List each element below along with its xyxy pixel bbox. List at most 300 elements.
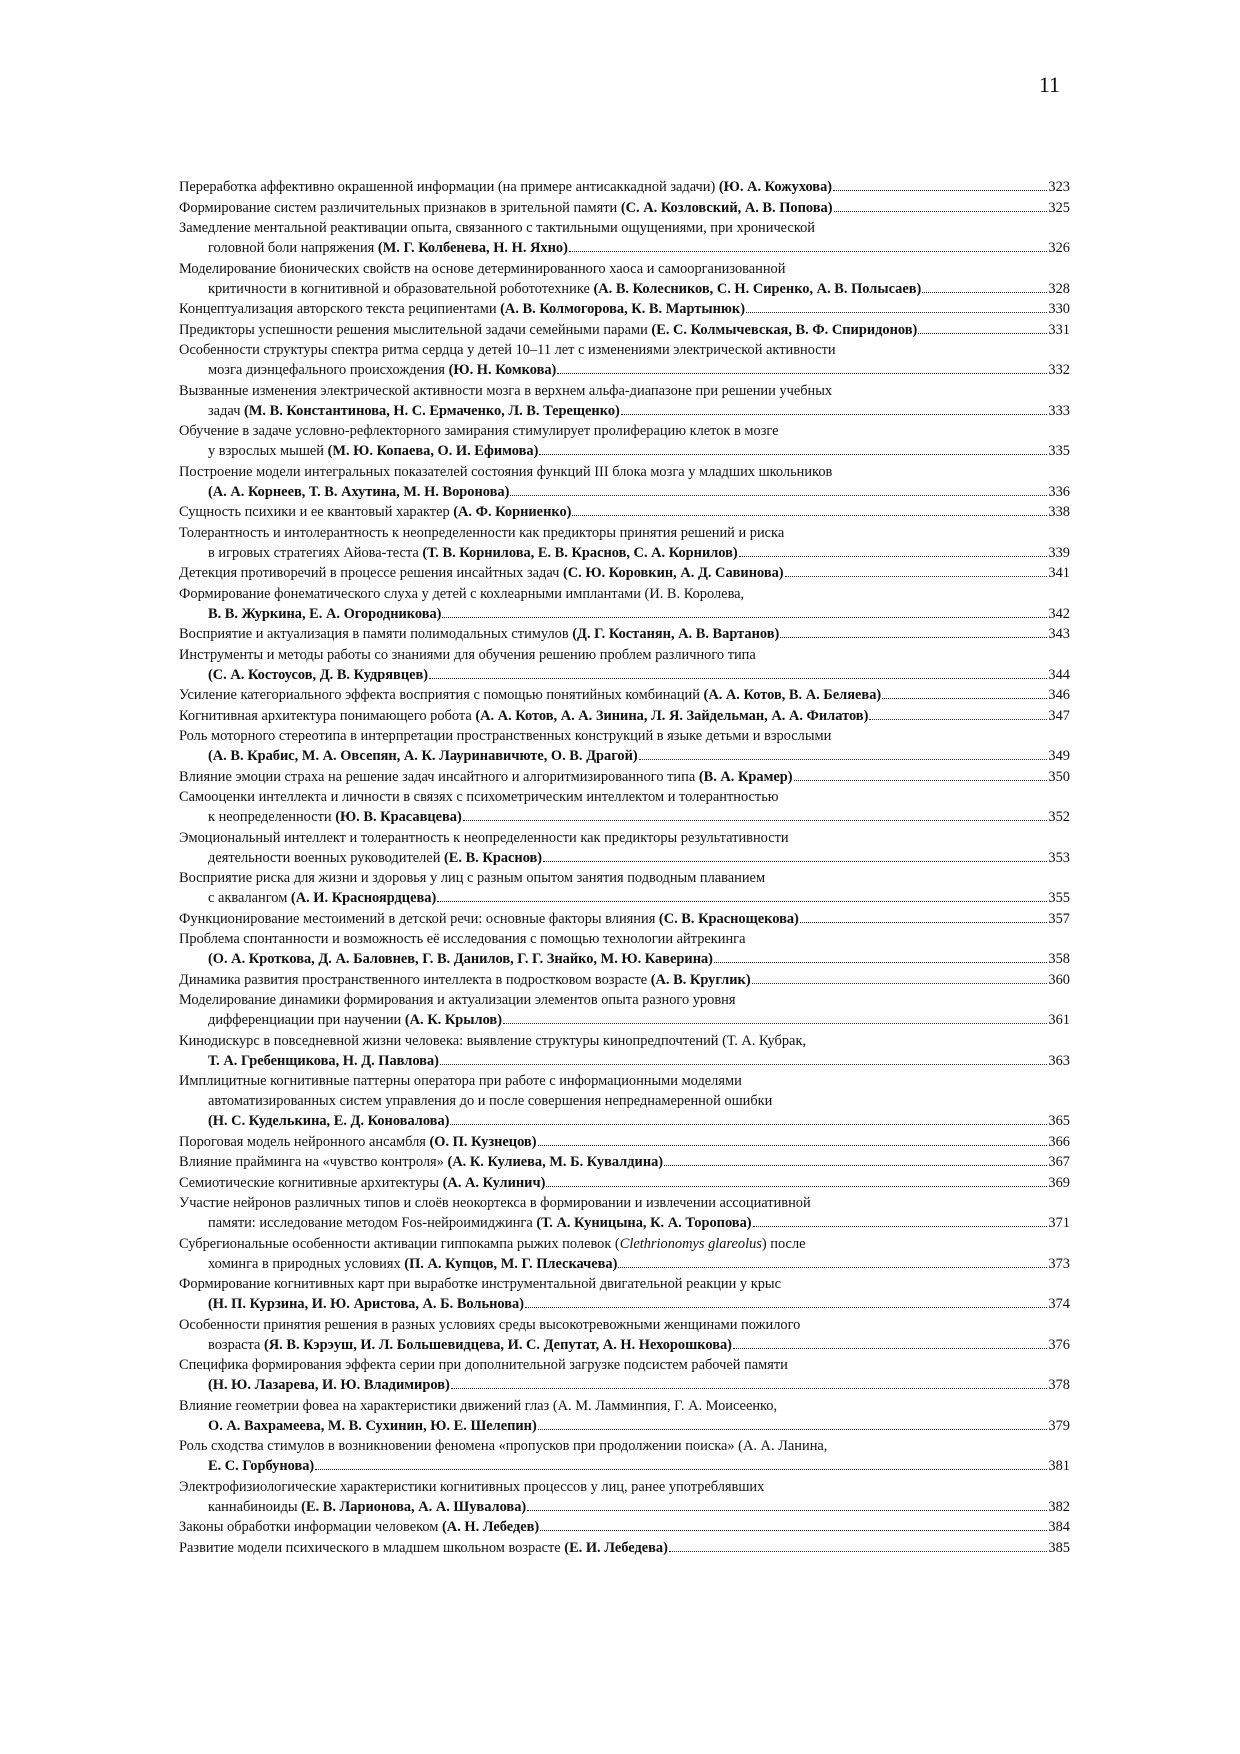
toc-entry-authors: (О. П. Кузнецов) [429, 1133, 537, 1150]
toc-entry-text [179, 685, 881, 705]
toc-entry-last-line [179, 970, 1070, 990]
toc-entry [179, 726, 1070, 766]
toc-entry-last-line [179, 767, 1070, 787]
toc-entry [179, 1193, 1070, 1233]
toc-entry-text [179, 1538, 668, 1558]
toc-entry-text [208, 848, 542, 868]
toc-entry-page: 342 [1048, 605, 1070, 622]
toc-entry-authors: Т. А. Гребенщикова, Н. Д. Павлова) [208, 1052, 439, 1069]
toc-entry-authors: (Н. П. Курзина, И. Ю. Аристова, А. Б. Вольнова) [208, 1296, 524, 1312]
toc-entry [179, 320, 1070, 340]
toc-entry-authors: (Ю. А. Кожухова) [718, 179, 833, 195]
toc-entry-title: Когнитивная архитектура понимающего робота [179, 707, 476, 724]
page-number: 11 [1038, 72, 1060, 97]
toc-entry-title-line: Влияние геометрии фовеа на характеристики движений глаз (А. М. Ламминпия, Г. А. Моисеенко, [179, 1397, 778, 1414]
toc-entry-last-line [179, 1173, 1070, 1193]
toc-entry-title: Функционирование местоимений в детской речи: основные факторы влияния [179, 910, 659, 927]
toc-entry-last-line [179, 543, 1070, 563]
dot-leader [733, 1348, 1047, 1349]
toc-entry-text [208, 1254, 617, 1274]
toc-entry [179, 1234, 1070, 1274]
toc-entry-title: Семиотические когнитивные архитектуры [179, 1174, 443, 1191]
toc-entry [179, 685, 1070, 705]
toc-entry-authors: (Д. Г. Костанян, А. В. Вартанов) [572, 626, 780, 642]
toc-entry-authors: (А. Н. Лебедев) [442, 1519, 540, 1535]
toc-entry-page: 378 [1048, 1377, 1070, 1393]
toc-entry-title-line: Участие нейронов различных типов и слоёв неокортекса в формировании и извлечении ассоциативной [179, 1195, 811, 1211]
toc-entry-authors: Е. С. Горбунова) [208, 1458, 315, 1474]
toc-entry-authors: (М. Г. Колбенева, Н. Н. Яхно) [377, 240, 568, 256]
toc-entry-last-line [179, 279, 1070, 299]
toc-entry-text [208, 1335, 732, 1355]
toc-entry-authors: (Я. В. Кэрэуш, И. Л. Большевидцева, И. С. Депутат, А. Н. Нехорошкова) [264, 1336, 732, 1353]
toc-entry-last-line [179, 320, 1070, 340]
toc-entry-text [179, 767, 793, 787]
dot-leader [538, 1429, 1048, 1430]
toc-entry-text [179, 1517, 539, 1537]
toc-entry-title: Детекция противоречий в процессе решения инсайтных задач [179, 565, 563, 581]
dot-leader [543, 861, 1047, 862]
toc-entry-title-line: Формирование когнитивных карт при выработке инструментальной двигательной реакции у крыс [179, 1276, 781, 1292]
dot-leader [918, 333, 1047, 334]
toc-entry-page: 333 [1048, 402, 1070, 419]
dot-leader [525, 1307, 1047, 1308]
toc-entry-title: Предикторы успешности решения мыслительной задачи семейными парами [179, 321, 652, 338]
toc-entry-title-line: Особенности структуры спектра ритма сердца у детей 10–11 лет с изменениями электрической активности [179, 342, 836, 358]
toc-entry-authors: (Е. В. Краснов) [444, 849, 543, 866]
toc-entry-text [208, 279, 921, 299]
toc-entry-last-line [179, 1335, 1070, 1355]
toc-entry-text [208, 1416, 537, 1436]
toc-entry-last-line [179, 299, 1070, 319]
toc-entry-authors: (А. А. Котов, В. А. Беляева) [703, 687, 882, 703]
toc-entry-authors: (С. В. Краснощекова) [658, 910, 799, 927]
toc-entry-title: дифференциации при научении [208, 1012, 405, 1028]
toc-entry-last-line [179, 1152, 1070, 1172]
toc-entry [179, 198, 1070, 218]
toc-entry-title-line: Роль сходства стимулов в возникновении феномена «пропусков при продолжении поиска» (А. А. Ланина, [179, 1438, 828, 1454]
toc-entry [179, 523, 1070, 563]
dot-leader [510, 495, 1047, 496]
toc-entry-title: Влияние эмоции страха на решение задач инсайтного и алгоритмизированного типа [179, 768, 699, 785]
dot-leader [753, 1226, 1048, 1227]
dot-leader [780, 637, 1047, 638]
toc-entry-page: 366 [1048, 1133, 1070, 1150]
dot-leader [538, 1145, 1048, 1146]
toc-entry-text [208, 482, 509, 502]
toc-entry [179, 462, 1070, 502]
toc-entry [179, 584, 1070, 624]
toc-entry-last-line [179, 1538, 1070, 1558]
dot-leader [429, 678, 1047, 679]
toc-entry-last-line [179, 502, 1070, 522]
toc-entry-page: 326 [1048, 240, 1070, 256]
toc-entry [179, 1031, 1070, 1071]
dot-leader [569, 251, 1048, 252]
toc-entry-last-line [179, 848, 1070, 868]
toc-entry-title-line: Моделирование динамики формирования и актуализации элементов опыта разного уровня [179, 992, 736, 1008]
toc-entry-text [208, 441, 538, 461]
toc-entry-last-line [179, 482, 1070, 502]
toc-entry-authors: О. А. Вахрамеева, М. В. Сухинин, Ю. Е. Шелепин) [208, 1417, 537, 1434]
toc-entry-authors: (М. Ю. Копаева, О. И. Ефимова) [327, 443, 539, 459]
toc-entry-text [208, 1375, 450, 1395]
toc-entry-last-line [179, 177, 1070, 197]
toc-entry [179, 909, 1070, 929]
toc-entry-authors: (А. В. Колмогорова, К. В. Мартынюк) [500, 301, 745, 317]
dot-leader [833, 190, 1047, 191]
toc-entry-page: 335 [1048, 443, 1070, 459]
toc-entry-text [208, 949, 713, 969]
toc-entry-title: Восприятие и актуализация в памяти полимодальных стимулов [179, 626, 573, 642]
toc-entry-title: задач [208, 402, 245, 419]
toc-entry-page: 361 [1048, 1012, 1070, 1028]
dot-leader [315, 1469, 1047, 1470]
toc-entry-page: 360 [1048, 971, 1070, 988]
toc-entry-text [208, 1456, 314, 1476]
toc-entry-title: Усиление категориального эффекта восприятия с помощью понятийных комбинаций [179, 687, 704, 703]
toc-entry-title: с аквалангом [208, 890, 291, 906]
toc-entry-last-line [179, 401, 1070, 421]
toc-entry [179, 1436, 1070, 1476]
toc-entry-authors: (С. Ю. Коровкин, А. Д. Савинова) [563, 565, 784, 581]
toc-entry-authors: (Ю. Н. Комкова) [448, 362, 557, 378]
toc-entry [179, 1274, 1070, 1314]
dot-leader [618, 1267, 1047, 1268]
toc-entry-authors: (Н. Ю. Лазарева, И. Ю. Владимиров) [208, 1377, 450, 1393]
toc-entry-page: 349 [1048, 748, 1070, 764]
toc-entry [179, 1152, 1070, 1172]
toc-entry-page: 346 [1048, 687, 1070, 703]
toc-entry-title-line: автоматизированных систем управления до и после совершения непреднамеренной ошибки [208, 1093, 773, 1109]
toc-entry-title: каннабиноиды [208, 1498, 302, 1515]
dot-leader [664, 1165, 1047, 1166]
toc-entry [179, 1517, 1070, 1537]
toc-entry-authors: (Т. А. Куницына, К. А. Торопова) [536, 1215, 752, 1231]
dot-leader [527, 1510, 1047, 1511]
toc-entry [179, 1071, 1070, 1131]
toc-entry-title: к неопределенности [208, 809, 336, 825]
dot-leader [639, 759, 1048, 760]
toc-entry [179, 767, 1070, 787]
dot-leader [752, 983, 1048, 984]
toc-entry-page: 371 [1048, 1215, 1070, 1231]
dot-leader [922, 292, 1047, 293]
toc-entry-page: 338 [1048, 504, 1070, 520]
toc-entry-page: 374 [1048, 1296, 1070, 1312]
toc-entry-page: 384 [1048, 1519, 1070, 1535]
toc-entry-last-line [179, 360, 1070, 380]
dot-leader [546, 1186, 1047, 1187]
toc-entry-last-line [179, 746, 1070, 766]
dot-leader [746, 312, 1047, 313]
dot-leader [557, 373, 1047, 374]
toc-entry-page: 331 [1048, 321, 1070, 338]
toc-entry-authors: (О. А. Кроткова, Д. А. Баловнев, Г. В. Данилов, Г. Г. Знайко, М. Ю. Каверина) [208, 951, 713, 967]
toc-entry-text [208, 238, 568, 258]
toc-entry-text [208, 807, 462, 827]
toc-entry-text [179, 970, 751, 990]
toc-entry-title: в игровых стратегиях Айова-теста [208, 544, 423, 561]
toc-entry [179, 1538, 1070, 1558]
toc-entry-last-line [179, 949, 1070, 969]
toc-entry-authors: (Е. С. Колмычевская, В. Ф. Спиридонов) [651, 321, 918, 338]
toc-entry-last-line [179, 624, 1070, 644]
toc-entry [179, 218, 1070, 258]
dot-leader [669, 1551, 1048, 1552]
toc-entry-title-line: Толерантность и интолерантность к неопределенности как предикторы принятия решений и риска [179, 524, 785, 541]
toc-entry-title-line: Роль моторного стереотипа в интерпретации пространственных конструкций в языке детьми и взрослыми [179, 728, 832, 744]
toc-entry-page: 379 [1048, 1417, 1070, 1434]
toc-entry-title-line: Замедление ментальной реактивации опыта, связанного с тактильными ощущениями, при хронической [179, 220, 815, 236]
toc-entry-title: деятельности военных руководителей [208, 849, 444, 866]
toc-entry-text [208, 1497, 526, 1517]
toc-entry-last-line [179, 198, 1070, 218]
toc-entry-last-line [179, 238, 1070, 258]
toc-entry-last-line [179, 1132, 1070, 1152]
toc-entry-text [208, 401, 620, 421]
toc-entry [179, 1396, 1070, 1436]
toc-entry [179, 990, 1070, 1030]
toc-entry-title: критичности в когнитивной и образовательной робототехнике [208, 280, 594, 297]
dot-leader [451, 1388, 1048, 1389]
toc-entry [179, 645, 1070, 685]
toc-entry-authors: (С. А. Костоусов, Д. В. Кудрявцев) [208, 666, 429, 683]
toc-entry-page: 330 [1048, 301, 1070, 317]
toc-entry-title-line: Инструменты и методы работы со знаниями для обучения решению проблем различного типа [179, 646, 756, 663]
toc-entry-last-line [179, 665, 1070, 685]
toc-entry-title-line: Вызванные изменения электрической активности мозга в верхнем альфа-диапазоне при решении учебных [179, 382, 833, 399]
toc-entry-page: 369 [1048, 1174, 1070, 1191]
toc-entry-authors: (А. К. Кулиева, М. Б. Кувалдина) [447, 1154, 664, 1170]
toc-entry [179, 1315, 1070, 1355]
toc-entry-authors: (А. В. Крабис, М. А. Овсепян, А. К. Лауринавичюте, О. В. Драгой) [208, 748, 638, 764]
dot-leader [539, 454, 1047, 455]
dot-leader [785, 576, 1048, 577]
toc-entry-text [179, 563, 784, 583]
toc-entry [179, 1355, 1070, 1395]
toc-entry-page: 367 [1048, 1154, 1070, 1170]
toc-entry-title: хоминга в природных условиях [208, 1255, 405, 1272]
toc-entry-authors: (А. В. Колесников, С. Н. Сиренко, А. В. Полысаев) [593, 280, 922, 297]
toc-entry-last-line [179, 1111, 1070, 1131]
toc-entry-text [208, 360, 556, 380]
toc-entry [179, 563, 1070, 583]
toc-entry-last-line [179, 1254, 1070, 1274]
toc-entry-page: 332 [1048, 362, 1070, 378]
toc-entry-text [179, 177, 832, 197]
toc-entry-last-line [179, 1375, 1070, 1395]
dot-leader [437, 901, 1047, 902]
toc-entry-text [179, 299, 745, 319]
toc-entry [179, 1173, 1070, 1193]
toc-entry-last-line [179, 888, 1070, 908]
dot-leader [882, 698, 1047, 699]
dot-leader [503, 1023, 1047, 1024]
toc-entry [179, 1477, 1070, 1517]
toc-entry-page: 373 [1048, 1255, 1070, 1272]
toc-entry-authors: (Е. И. Лебедева) [564, 1539, 668, 1556]
toc-entry-text [179, 502, 571, 522]
toc-entry-page: 352 [1048, 809, 1070, 825]
toc-entry-title: Развитие модели психического в младшем школьном возрасте [179, 1539, 565, 1556]
dot-leader [869, 719, 1047, 720]
toc-entry [179, 502, 1070, 522]
toc-entry-authors: (Н. С. Куделькина, Е. Д. Коновалова) [208, 1113, 450, 1129]
toc-entry-page: 382 [1048, 1498, 1070, 1515]
toc-entry-title-line: Электрофизиологические характеристики когнитивных процессов у лиц, ранее употреблявших [179, 1478, 765, 1495]
toc-entry-text [179, 198, 833, 218]
toc-entry-authors: (Ю. В. Красавцева) [335, 809, 462, 825]
toc-entry-title: Переработка аффективно окрашенной информации (на примере антисаккадной задачи) [179, 179, 719, 195]
toc-entry-text [208, 888, 436, 908]
toc-entry-last-line [179, 1456, 1070, 1476]
toc-entry-authors: (А. А. Корнеев, Т. В. Ахутина, М. Н. Воронова) [208, 483, 510, 500]
toc-entry-title: у взрослых мышей [208, 443, 328, 459]
toc-entry-authors: (Е. В. Ларионова, А. А. Шувалова) [301, 1498, 527, 1515]
toc-entry-last-line [179, 1051, 1070, 1071]
toc-entry-title-line: Обучение в задаче условно-рефлекторного замирания стимулирует пролиферацию клеток в мозге [179, 423, 779, 439]
toc-entry-page: 341 [1048, 565, 1070, 581]
toc-entry-page: 336 [1048, 483, 1070, 500]
toc-entry-page: 325 [1048, 199, 1070, 216]
toc-entry-page: 350 [1048, 768, 1070, 785]
toc-entry-last-line [179, 604, 1070, 624]
toc-entry-authors: (А. И. Красноярдцева) [290, 890, 437, 906]
toc-entry-text [179, 1132, 537, 1152]
toc-entry-title-line: Самооценки интеллекта и личности в связях с психометрическим интеллектом и толерантностью [179, 789, 779, 805]
toc-entry-last-line [179, 1497, 1070, 1517]
toc-entry-page: 339 [1048, 544, 1070, 561]
toc-entry-text [208, 1294, 524, 1314]
toc-entry-last-line [179, 441, 1070, 461]
toc-entry-last-line [179, 685, 1070, 705]
toc-entry-page: 328 [1048, 280, 1070, 297]
toc-entry [179, 828, 1070, 868]
toc-entry-authors: В. В. Журкина, Е. А. Огородникова) [208, 605, 442, 622]
toc-entry-page: 357 [1048, 910, 1070, 927]
toc-entry-text [208, 1010, 502, 1030]
toc-entry-page: 347 [1048, 707, 1070, 724]
toc-entry-title: Сущность психики и ее квантовый характер [179, 504, 454, 520]
toc-entry [179, 299, 1070, 319]
toc-entry [179, 624, 1070, 644]
toc-entry-title-line: Восприятие риска для жизни и здоровья у лиц с разным опытом занятия подводным плаванием [179, 870, 766, 886]
toc-entry-last-line [179, 1517, 1070, 1537]
toc-entry-title: мозга диэнцефального происхождения [208, 362, 449, 378]
toc-entry [179, 421, 1070, 461]
dot-leader [442, 617, 1047, 618]
toc-entry-text [179, 1173, 545, 1193]
dot-leader [714, 962, 1047, 963]
dot-leader [450, 1124, 1047, 1125]
toc-entry-title: Динамика развития пространственного интеллекта в подростковом возрасте [179, 971, 651, 988]
toc-entry-last-line [179, 909, 1070, 929]
toc-entry [179, 177, 1070, 197]
toc-entry-page: 344 [1048, 666, 1070, 683]
toc-entry [179, 259, 1070, 299]
toc-entry-text [208, 1213, 752, 1233]
toc-entry-authors: (А. В. Круглик) [650, 971, 751, 988]
toc-entry [179, 1132, 1070, 1152]
dot-leader [463, 820, 1048, 821]
toc-entry-authors: (М. В. Константинова, Н. С. Ермаченко, Л. В. Терещенко) [244, 402, 620, 419]
toc-entry-title: Влияние прайминга на «чувство контроля» [179, 1154, 448, 1170]
dot-leader [540, 1530, 1047, 1531]
toc-entry-title: памяти: исследование методом Fos-нейроимиджинга [208, 1215, 537, 1231]
toc-entry-text [208, 1111, 449, 1131]
toc-entry-last-line [179, 807, 1070, 827]
toc-entry-title-line: Специфика формирования эффекта серии при дополнительной загрузке подсистем рабочей памяти [179, 1357, 788, 1373]
toc-entry-text [208, 665, 428, 685]
toc-entry-page: 385 [1048, 1539, 1070, 1556]
dot-leader [794, 780, 1048, 781]
toc-entry-text [208, 543, 738, 563]
toc-entry-text [208, 1051, 439, 1071]
toc-entry-title-line: Особенности принятия решения в разных условиях среды высокотревожными женщинами пожилого [179, 1316, 801, 1333]
toc-entry [179, 340, 1070, 380]
toc-entry-page: 381 [1048, 1458, 1070, 1474]
toc-entry-last-line [179, 1416, 1070, 1436]
toc-entry-title-line: Субрегиональные особенности активации гиппокампа рыжих полевок (Clethrionomys glareolus) после [179, 1235, 806, 1252]
toc-entry-page: 323 [1048, 179, 1070, 195]
toc-entry [179, 706, 1070, 726]
toc-entry [179, 868, 1070, 908]
toc-entry-last-line [179, 706, 1070, 726]
toc-entry-last-line [179, 563, 1070, 583]
toc-entry-title-line: Моделирование бионических свойств на основе детерминированного хаоса и самоорганизованной [179, 260, 786, 277]
toc-entry-last-line [179, 1294, 1070, 1314]
dot-leader [800, 922, 1048, 923]
toc-entry-authors: (С. А. Козловский, А. В. Попова) [620, 199, 833, 216]
toc-entry-page: 353 [1048, 849, 1070, 866]
toc-entry-title: Пороговая модель нейронного ансамбля [179, 1133, 430, 1150]
toc-entry-authors: (А. К. Крылов) [404, 1012, 502, 1028]
dot-leader [739, 556, 1048, 557]
toc-entry [179, 787, 1070, 827]
toc-entry-title: Формирование систем различительных признаков в зрительной памяти [179, 199, 621, 216]
toc-entry-title: головной боли напряжения [208, 240, 378, 256]
toc-entry-title-line: Эмоциональный интеллект и толерантность к неопределенности как предикторы результативности [179, 829, 789, 846]
toc-entry-title: Законы обработки информации человеком [179, 1519, 443, 1535]
dot-leader [440, 1064, 1047, 1065]
toc-entry-page: 363 [1048, 1052, 1070, 1069]
toc-entry-authors: (В. А. Крамер) [698, 768, 793, 785]
toc-entry-text [208, 604, 441, 624]
toc-entry-authors: (А. А. Кулинич) [442, 1174, 546, 1191]
toc-entry-authors: (А. А. Котов, А. А. Зинина, Л. Я. Зайдельман, А. А. Филатов) [475, 707, 869, 724]
toc-entry-page: 376 [1048, 1336, 1070, 1353]
toc-entry-title: возраста [208, 1336, 264, 1353]
toc-entry-title-line: Кинодискурс в повседневной жизни человека: выявление структуры кинопредпочтений (Т. А. Кубрак, [179, 1032, 807, 1049]
toc-entry-last-line [179, 1010, 1070, 1030]
toc-entry-authors: (Т. В. Корнилова, Е. В. Краснов, С. А. Корнилов) [422, 544, 738, 561]
toc-entry-page: 355 [1048, 890, 1070, 906]
toc-entry-title-line: Формирование фонематического слуха у детей с кохлеарными имплантами (И. В. Королева, [179, 585, 745, 602]
toc-entry-title-line: Имплицитные когнитивные паттерны оператора при работе с информационными моделями [179, 1073, 742, 1089]
toc-entry [179, 381, 1070, 421]
toc-entry-page: 343 [1048, 626, 1070, 642]
toc-entry-text [179, 706, 868, 726]
toc-entry-title: Концептуализация авторского текста реципиентами [179, 301, 501, 317]
toc-entry-text [179, 320, 917, 340]
toc-entry-text [208, 746, 638, 766]
table-of-contents [179, 177, 1070, 1558]
toc-entry-page: 358 [1048, 951, 1070, 967]
toc-entry-title-line: Построение модели интегральных показателей состояния функций III блока мозга у младших школьников [179, 463, 833, 480]
toc-entry [179, 970, 1070, 990]
toc-entry-authors: (П. А. Купцов, М. Г. Плескачева) [404, 1255, 618, 1272]
